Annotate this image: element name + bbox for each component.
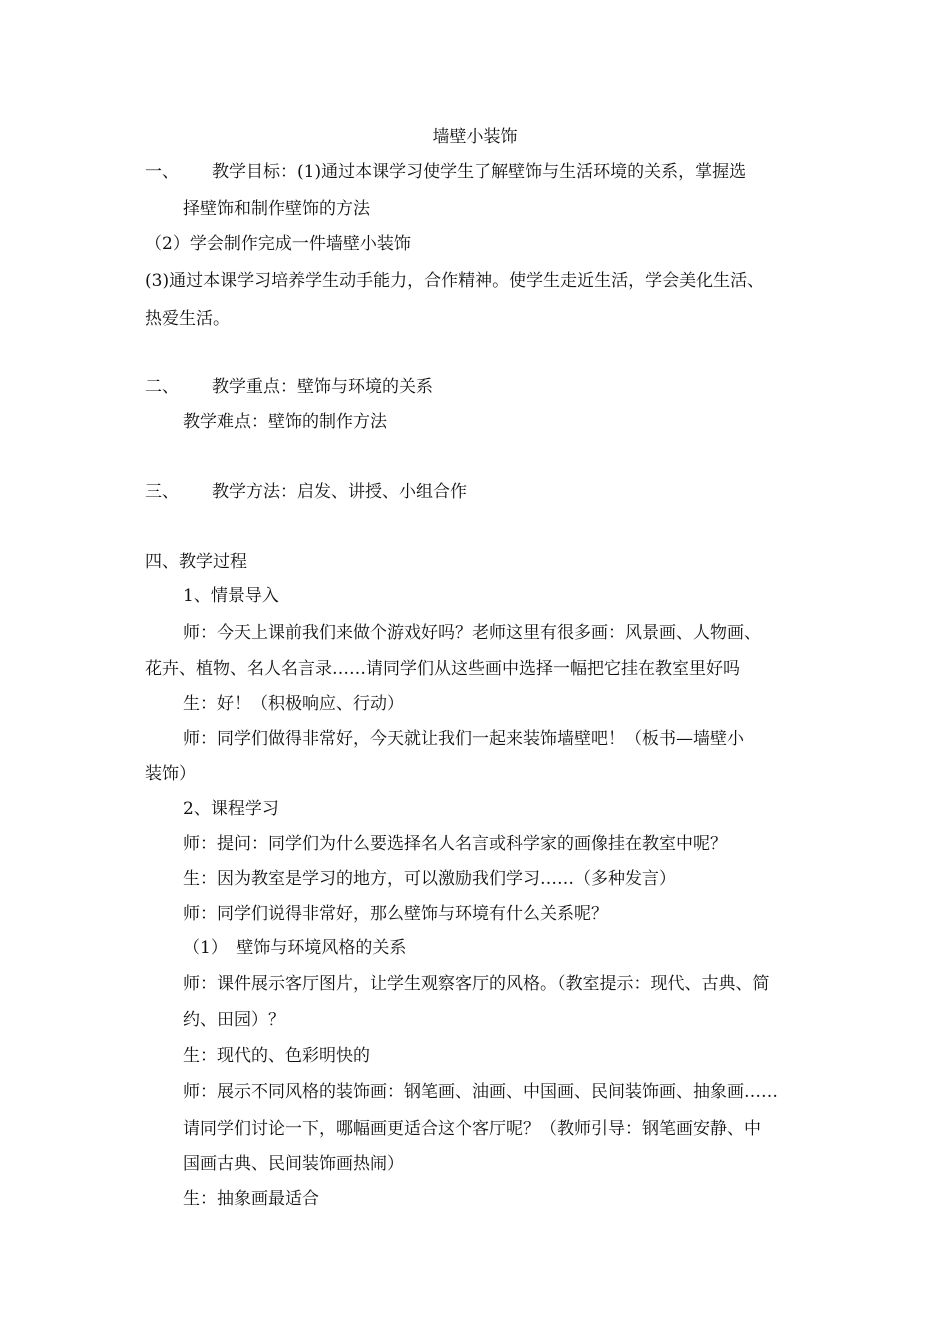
part-1-line-5: 装饰） [145,764,196,784]
part-1-line-3: 生：好！（积极响应、行动） [183,694,404,714]
part-2-line-4: 师：课件展示客厅图片，让学生观察客厅的风格。（教室提示：现代、古典、简 [183,974,770,994]
section-3-number: 三、 [145,482,179,502]
section-2-number: 二、 [145,377,179,397]
section-2-key-point: 教学重点：壁饰与环境的关系 [212,377,433,397]
section-4-heading: 四、教学过程 [145,552,247,572]
part-1-line-2: 花卉、植物、名人名言录……请同学们从这些画中选择一幅把它挂在教室里好吗 [145,659,740,679]
part-2-line-5: 约、田园）？ [183,1010,285,1030]
part-2-line-8: 请同学们讨论一下，哪幅画更适合这个客厅呢？（教师引导：钢笔画安静、中 [183,1119,761,1139]
section-1-objective-3: (3)通过本课学习培养学生动手能力，合作精神。使学生走近生活，学会美化生活、 [145,271,765,291]
document-title: 墙壁小装饰 [432,127,518,147]
part-2-heading: 2、课程学习 [183,799,279,819]
part-1-line-4: 师：同学们做得非常好，今天就让我们一起来装饰墙壁吧！（板书—墙壁小 [183,729,744,749]
part-2-line-9: 国画古典、民间装饰画热闹） [183,1154,404,1174]
section-1-objectives-cont: 择壁饰和制作壁饰的方法 [183,199,370,219]
part-2-line-3: 师：同学们说得非常好，那么壁饰与环境有什么关系呢？ [183,904,608,924]
part-2-line-10: 生：抽象画最适合 [183,1189,319,1209]
part-1-line-1: 师：今天上课前我们来做个游戏好吗？老师这里有很多画：风景画、人物画、 [183,623,761,643]
section-3-methods: 教学方法：启发、讲授、小组合作 [212,482,467,502]
part-2-line-7: 师：展示不同风格的装饰画：钢笔画、油画、中国画、民间装饰画、抽象画…… [183,1082,778,1102]
section-1-number: 一、 [145,162,179,182]
section-1-objective-3-cont: 热爱生活。 [145,309,230,329]
part-2-line-6: 生：现代的、色彩明快的 [183,1046,370,1066]
section-1-objective-2: （2）学会制作完成一件墙壁小装饰 [145,234,411,254]
section-1-objectives: 教学目标：(1)通过本课学习使学生了解壁饰与生活环境的关系，掌握选 [212,162,747,182]
part-2-line-2: 生：因为教室是学习的地方，可以激励我们学习……（多种发言） [183,869,676,889]
part-2-line-1: 师：提问：同学们为什么要选择名人名言或科学家的画像挂在教室中呢？ [183,834,727,854]
part-2-subheading-1: （1） 壁饰与环境风格的关系 [183,938,407,958]
section-2-difficulty: 教学难点：壁饰的制作方法 [183,412,387,432]
part-1-heading: 1、情景导入 [183,586,279,606]
